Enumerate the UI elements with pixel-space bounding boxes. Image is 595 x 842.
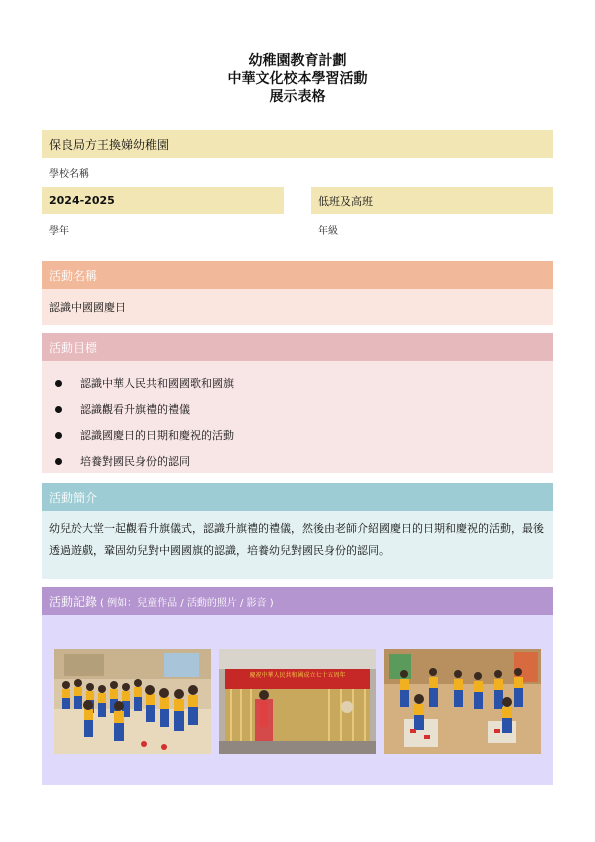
activity-name-value: 認識中國國慶日	[42, 289, 553, 325]
school-year-field: 2024-2025	[42, 187, 284, 214]
records-heading-title: 活動記錄	[49, 594, 98, 609]
banner-text: 慶祝中華人民共和國成立七十五周年	[249, 672, 346, 679]
objective-text: 培養對國民身份的認同	[80, 455, 190, 468]
objective-item	[49, 396, 546, 422]
objective-item	[49, 370, 546, 396]
intro-text: 幼兒於大堂一起觀看升旗儀式，認識升旗禮的禮儀，然後由老師介紹國慶日的日期和慶祝的活動，最後透過遊戲，鞏固幼兒對中國國旗的認識，培養幼兒對國民身份的認同。	[42, 511, 553, 579]
grade-field: 低班及高班	[311, 187, 553, 214]
objective-item	[49, 448, 546, 474]
objectives-list	[42, 361, 553, 473]
objectives-heading: 活動目標	[42, 333, 553, 361]
objective-text: 認識觀看升旗禮的禮儀	[80, 403, 190, 416]
school-year-label: 學年	[49, 226, 69, 237]
activity-name-heading: 活動名稱	[42, 261, 553, 289]
records-heading-note: ( 例如：兒童作品 / 活動的照片 / 影音 )	[100, 597, 274, 609]
objective-text: 認識國慶日的日期和慶祝的活動	[80, 429, 234, 442]
doc-title-line3: 展示表格	[269, 89, 326, 105]
grade-label: 年級	[318, 226, 338, 237]
intro-heading: 活動簡介	[42, 483, 553, 511]
photo-flag-raising-assembly	[54, 649, 211, 754]
doc-title-line1: 幼稚園教育計劃	[248, 53, 347, 69]
photo-national-day-stage	[219, 649, 376, 754]
bullet-icon	[55, 432, 62, 439]
doc-title-line2: 中華文化校本學習活動	[227, 71, 368, 87]
records-heading	[42, 587, 553, 615]
bullet-icon	[55, 380, 62, 387]
objective-text: 認識中華人民共和國國歌和國旗	[80, 377, 234, 390]
school-name-label: 學校名稱	[49, 169, 89, 180]
objective-item	[49, 422, 546, 448]
school-name-field: 保良局方王換娣幼稚園	[42, 130, 553, 158]
photo-flag-game	[384, 649, 541, 754]
bullet-icon	[55, 458, 62, 465]
bullet-icon	[55, 406, 62, 413]
